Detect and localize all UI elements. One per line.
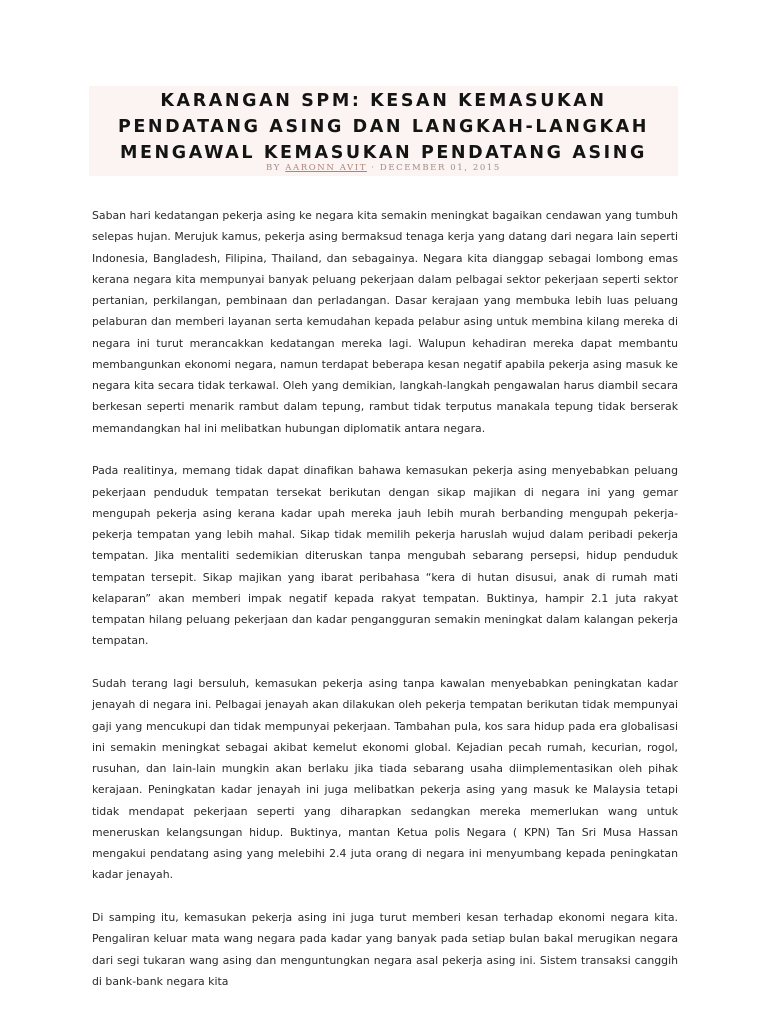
byline-separator: · xyxy=(371,163,376,173)
byline xyxy=(89,163,678,174)
paragraph-3: Sudah terang lagi bersuluh, kemasukan pekerja asing tanpa kawalan menyebabkan peningkatan kadar jenayah di negara ini. Pelbagai jenayah akan dilakukan oleh pekerja tempatan berikutan tidak mempunyai gaji yang mencukupi dan tidak mempunyai pekerjaan. Tambahan pula, kos sara hidup pada era globalisasi ini semakin meningkat sebagai akibat kemelut ekonomi global. Kejadian pecah rumah, kecurian, rogol, rusuhan, dan lain-lain mungkin akan berlaku jika tiada sebarang usaha diimplementasikan oleh pihak kerajaan. Peningkatan kadar jenayah ini juga melibatkan pekerja asing yang masuk ke Malaysia tetapi tidak mendapat pekerjaan seperti yang diharapkan sedangkan mereka memerlukan wang untuk meneruskan kelangsungan hidup. Buktinya, mantan Ketua polis Negara ( KPN) Tan Sri Musa Hassan mengakui pendatang asing yang melebihi 2.4 juta orang di negara ini menyumbang kepada peningkatan kadar jenayah. xyxy=(92,677,678,882)
article-title: KARANGAN SPM: KESAN KEMASUKAN PENDATANG ASING DAN LANGKAH-LANGKAH MENGAWAL KEMASUKAN PENDATANG ASING xyxy=(117,91,650,163)
paragraph-1: Saban hari kedatangan pekerja asing ke negara kita semakin meningkat bagaikan cendawan yang tumbuh selepas hujan. Merujuk kamus, pekerja asing bermaksud tenaga kerja yang datang dari negara lain seperti Indonesia, Bangladesh, Filipina, Thailand, dan sebagainya. Negara kita dianggap sebagai lombong emas kerana negara kita mempunyai banyak peluang pekerjaan dalam pelbagai sektor pekerjaan seperti sektor pertanian, perkilangan, pembinaan dan perladangan. Dasar kerajaan yang membuka lebih luas peluang pelaburan dan memberi layanan serta kemudahan kepada pelabur asing untuk membina kilang mereka di negara ini turut merancakkan kedatangan mereka lagi. Walupun kehadiran mereka dapat membantu membangunkan ekonomi negara, namun terdapat beberapa kesan negatif apabila pekerja asing masuk ke negara kita secara tidak terkawal. Oleh yang demikian, langkah-langkah pengawalan harus diambil secara berkesan seperti menarik rambut dalam tepung, rambut tidak terputus manakala tepung tidak berserak memandangkan hal ini melibatkan hubungan diplomatik antara negara. xyxy=(92,209,678,435)
article-body xyxy=(92,205,678,992)
paragraph-4: Di samping itu, kemasukan pekerja asing ini juga turut memberi kesan terhadap ekonomi negara kita. Pengaliran keluar mata wang negara pada kadar yang banyak pada setiap bulan bakal merugikan negara dari segi tukaran wang asing dan menguntungkan negara asal pekerja asing ini. Sistem transaksi canggih di bank-bank negara kita xyxy=(92,911,678,988)
paragraph-2: Pada realitinya, memang tidak dapat dinafikan bahawa kemasukan pekerja asing menyebabkan peluang pekerjaan penduduk tempatan tersekat berikutan dengan sikap majikan di negara ini yang gemar mengupah pekerja asing kerana kadar upah mereka jauh lebih murah berbanding mengupah pekerja-pekerja tempatan yang lebih mahal. Sikap tidak memilih pekerja haruslah wujud dalam peribadi pekerja tempatan. Jika mentaliti sedemikian diteruskan tanpa mengubah sebarang persepsi, hidup penduduk tempatan tersepit. Sikap majikan yang ibarat peribahasa “kera di hutan disusui, anak di rumah mati kelaparan” akan memberi impak negatif kepada rakyat tempatan. Buktinya, hampir 2.1 juta rakyat tempatan hilang peluang pekerjaan dan kadar pengangguran semakin meningkat dalam kalangan pekerja tempatan. xyxy=(92,464,678,648)
author-link[interactable]: AARONN AVIT xyxy=(285,163,367,173)
publish-date: DECEMBER 01, 2015 xyxy=(379,163,501,173)
byline-by: BY xyxy=(266,163,281,173)
